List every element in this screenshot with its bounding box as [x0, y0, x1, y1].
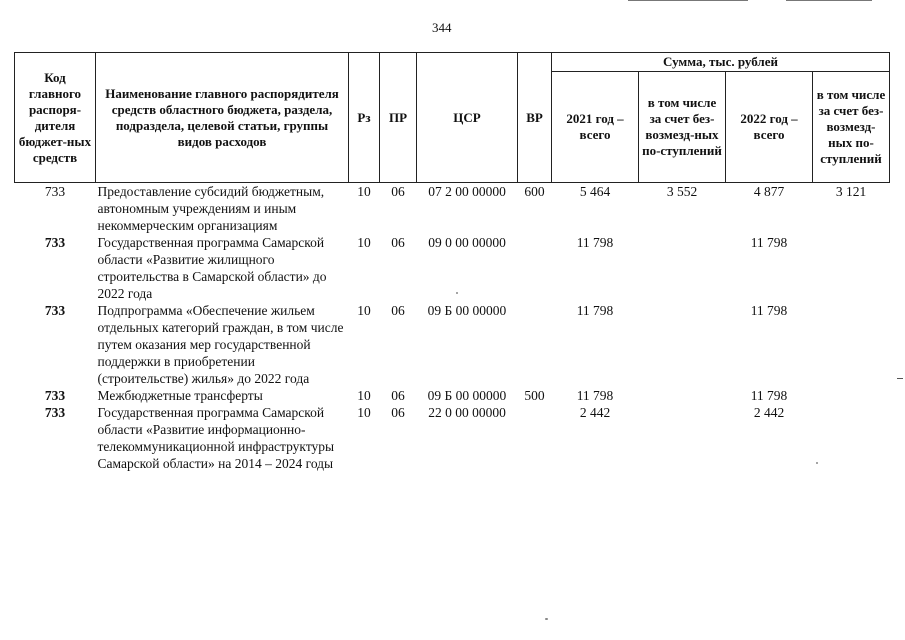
cell-2021-total: 11 798 — [576, 388, 614, 403]
cell-2022-free — [813, 387, 890, 404]
cell-csr: 22 0 00 00000 — [428, 405, 506, 420]
header-code: Код главного распоря-дителя бюджет-ных средств — [15, 53, 96, 183]
cell-pr: 06 — [391, 405, 405, 420]
header-vr: ВР — [518, 53, 552, 183]
cell-2021-total: 11 798 — [576, 235, 614, 250]
cell-pr: 06 — [391, 184, 405, 199]
cell-2022-total: 11 798 — [750, 303, 788, 318]
top-edge-line — [628, 0, 748, 1]
cell-pr: 06 — [391, 235, 405, 250]
cell-rz: 10 — [357, 235, 371, 250]
cell-name: Межбюджетные трансферты — [97, 388, 263, 403]
cell-vr — [518, 404, 552, 472]
cell-name: Предоставление субсидий бюджетным, автономным учреждениям и иным некоммерческим организациям — [97, 184, 325, 233]
cell-rz: 10 — [357, 388, 371, 403]
cell-vr: 500 — [524, 388, 545, 403]
cell-2022-free — [813, 302, 890, 387]
cell-2021-total: 2 442 — [579, 405, 611, 420]
cell-2021-total: 5 464 — [579, 184, 611, 199]
cell-code: 733 — [44, 388, 66, 403]
cell-code: 733 — [44, 184, 66, 199]
page-number: 344 — [432, 20, 452, 35]
cell-vr: 600 — [524, 184, 545, 199]
cell-rz: 10 — [357, 405, 371, 420]
cell-2022-free: 3 121 — [835, 184, 867, 199]
table-header — [15, 53, 890, 183]
scan-speck — [816, 462, 818, 464]
header-2022-total: 2022 год – всего — [726, 72, 813, 183]
table-row — [15, 234, 890, 302]
header-sum-group: Сумма, тыс. рублей — [552, 53, 890, 72]
cell-csr: 07 2 00 00000 — [428, 184, 506, 199]
cell-2022-free — [813, 404, 890, 472]
cell-csr: 09 Б 00 00000 — [427, 388, 507, 403]
cell-code: 733 — [44, 303, 66, 318]
scan-edge-mark — [897, 378, 903, 379]
cell-2022-total: 2 442 — [753, 405, 785, 420]
header-2022-free: в том числе за счет без-возмезд-ных по-ступлений — [813, 72, 890, 183]
table-body — [15, 183, 890, 473]
cell-name: Подпрограмма «Обеспечение жильем отдельных категорий граждан, в том числе путем оказания мер государственной поддержки в приобретении (строительстве) жилья» до 2022 года — [97, 303, 344, 386]
scan-speck — [545, 618, 548, 620]
cell-vr — [518, 234, 552, 302]
header-2021-total: 2021 год – всего — [552, 72, 639, 183]
header-csr: ЦСР — [417, 53, 518, 183]
cell-2022-total: 11 798 — [750, 235, 788, 250]
cell-vr — [518, 302, 552, 387]
cell-csr: 09 0 00 00000 — [428, 235, 506, 250]
top-edge-line — [786, 0, 872, 1]
cell-csr: 09 Б 00 00000 — [427, 303, 507, 318]
cell-2021-free: 3 552 — [666, 184, 698, 199]
cell-pr: 06 — [391, 388, 405, 403]
header-2021-free: в том числе за счет без-возмезд-ных по-ступлений — [639, 72, 726, 183]
cell-2021-free — [639, 302, 726, 387]
cell-2022-free — [813, 234, 890, 302]
cell-name: Государственная программа Самарской области «Развитие информационно-телекоммуникационной инфраструктуры Самарской области» на 2014 – 2024 годы — [97, 405, 335, 471]
header-name: Наименование главного распорядителя средств областного бюджета, раздела, подраздела, целевой статьи, группы видов расходов — [96, 53, 349, 183]
header-pr: ПР — [380, 53, 417, 183]
cell-pr: 06 — [391, 303, 405, 318]
cell-code: 733 — [44, 405, 66, 420]
cell-code: 733 — [44, 235, 66, 250]
table-row — [15, 404, 890, 472]
cell-2021-free — [639, 404, 726, 472]
cell-2022-total: 4 877 — [753, 184, 785, 199]
cell-rz: 10 — [357, 184, 371, 199]
table-row — [15, 387, 890, 404]
cell-2021-free — [639, 387, 726, 404]
cell-2021-total: 11 798 — [576, 303, 614, 318]
cell-name: Государственная программа Самарской области «Развитие жилищного строительства в Самарской области» до 2022 года — [97, 235, 327, 301]
cell-2022-total: 11 798 — [750, 388, 788, 403]
header-rz: Рз — [349, 53, 380, 183]
cell-rz: 10 — [357, 303, 371, 318]
budget-table — [14, 52, 890, 472]
table-row — [15, 183, 890, 235]
table-row — [15, 302, 890, 387]
cell-2021-free — [639, 234, 726, 302]
scan-speck — [456, 292, 458, 294]
